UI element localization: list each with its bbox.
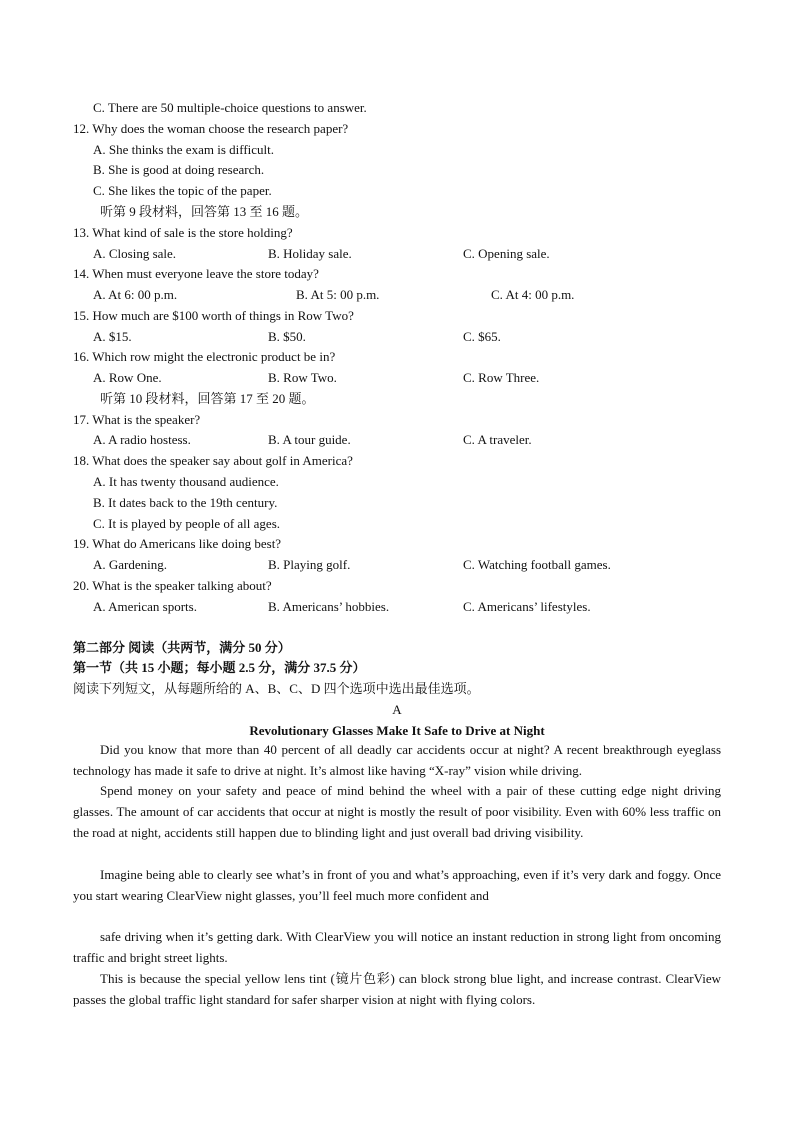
q14-option-b: B. At 5: 00 p.m. bbox=[296, 287, 380, 302]
passage-paragraph: Spend money on your safety and peace of mind behind the wheel with a pair of these cutting edge night driving glasses. The amount of car accidents that occur at night is mostly the result of poor visibility. Even with 60% less traffic on the road at night, accidents still happen due to blinding light and just overall bad driving visibility. bbox=[73, 783, 721, 840]
section-10-instruction: 听第 10 段材料，回答第 17 至 20 题。 bbox=[100, 391, 315, 406]
q13-question: 13. What kind of sale is the store holding? bbox=[73, 225, 293, 240]
q20-option-c: C. Americans’ lifestyles. bbox=[463, 599, 591, 614]
q17-question: 17. What is the speaker? bbox=[73, 412, 201, 427]
q16-option-c: C. Row Three. bbox=[463, 370, 540, 385]
q18-option-b: B. It dates back to the 19th century. bbox=[93, 495, 278, 510]
q18-question: 18. What does the speaker say about golf in America? bbox=[73, 453, 353, 468]
q19-question: 19. What do Americans like doing best? bbox=[73, 536, 282, 551]
q15-option-a: A. $15. bbox=[93, 329, 132, 344]
reading-instruction: 阅读下列短文，从每题所给的 A、B、C、D 四个选项中选出最佳选项。 bbox=[73, 681, 480, 696]
passage-title: Revolutionary Glasses Make It Safe to Drive at Night bbox=[249, 723, 545, 738]
q12-option-c: C. She likes the topic of the paper. bbox=[93, 183, 272, 198]
passage-paragraph: Did you know that more than 40 percent of all deadly car accidents occur at night? A recent breakthrough eyeglass technology has made it safe to drive at night. It’s almost like having “X-ray” vision while driving. bbox=[73, 742, 721, 778]
section-one-heading: 第一节（共 15 小题；每小题 2.5 分，满分 37.5 分） bbox=[73, 660, 366, 675]
q19-option-c: C. Watching football games. bbox=[463, 557, 611, 572]
q19-option-b: B. Playing golf. bbox=[268, 557, 351, 572]
q20-option-b: B. Americans’ hobbies. bbox=[268, 599, 390, 614]
passage-paragraph: This is because the special yellow lens tint (镜片色彩) can block strong blue light, and increase contrast. ClearView passes the global traffic light standard for safer sharper vision at night with flying colors. bbox=[73, 971, 721, 1007]
q13-option-c: C. Opening sale. bbox=[463, 246, 550, 261]
q17-option-b: B. A tour guide. bbox=[268, 432, 351, 447]
q19-option-a: A. Gardening. bbox=[93, 557, 168, 572]
passage-paragraph: Imagine being able to clearly see what’s in front of you and what’s approaching, even if it’s very dark and foggy. Once you start wearing ClearView night glasses, you’ll feel much more confident and bbox=[73, 867, 721, 903]
passage-letter: A bbox=[392, 702, 402, 717]
q16-option-a: A. Row One. bbox=[93, 370, 162, 385]
q12-option-b: B. She is good at doing research. bbox=[93, 162, 265, 177]
q14-question: 14. When must everyone leave the store today? bbox=[73, 266, 319, 281]
q11-option-c: C. There are 50 multiple-choice questions to answer. bbox=[93, 100, 367, 115]
q12-option-a: A. She thinks the exam is difficult. bbox=[93, 142, 275, 157]
q15-option-b: B. $50. bbox=[268, 329, 306, 344]
q16-option-b: B. Row Two. bbox=[268, 370, 337, 385]
q15-option-c: C. $65. bbox=[463, 329, 501, 344]
q17-option-a: A. A radio hostess. bbox=[93, 432, 191, 447]
q18-option-c: C. It is played by people of all ages. bbox=[93, 516, 281, 531]
q20-question: 20. What is the speaker talking about? bbox=[73, 578, 272, 593]
q16-question: 16. Which row might the electronic product be in? bbox=[73, 349, 336, 364]
q14-option-a: A. At 6: 00 p.m. bbox=[93, 287, 178, 302]
section-9-instruction: 听第 9 段材料，回答第 13 至 16 题。 bbox=[100, 204, 309, 219]
part-two-heading: 第二部分 阅读（共两节，满分 50 分） bbox=[73, 640, 291, 655]
q12-question: 12. Why does the woman choose the research paper? bbox=[73, 121, 349, 136]
q17-option-c: C. A traveler. bbox=[463, 432, 532, 447]
q18-option-a: A. It has twenty thousand audience. bbox=[93, 474, 279, 489]
passage-paragraph: safe driving when it’s getting dark. With ClearView you will notice an instant reduction in strong light from oncoming traffic and bright street lights. bbox=[73, 929, 721, 965]
q14-option-c: C. At 4: 00 p.m. bbox=[491, 287, 575, 302]
q13-option-a: A. Closing sale. bbox=[93, 246, 177, 261]
q13-option-b: B. Holiday sale. bbox=[268, 246, 352, 261]
q15-question: 15. How much are $100 worth of things in Row Two? bbox=[73, 308, 354, 323]
q20-option-a: A. American sports. bbox=[93, 599, 197, 614]
